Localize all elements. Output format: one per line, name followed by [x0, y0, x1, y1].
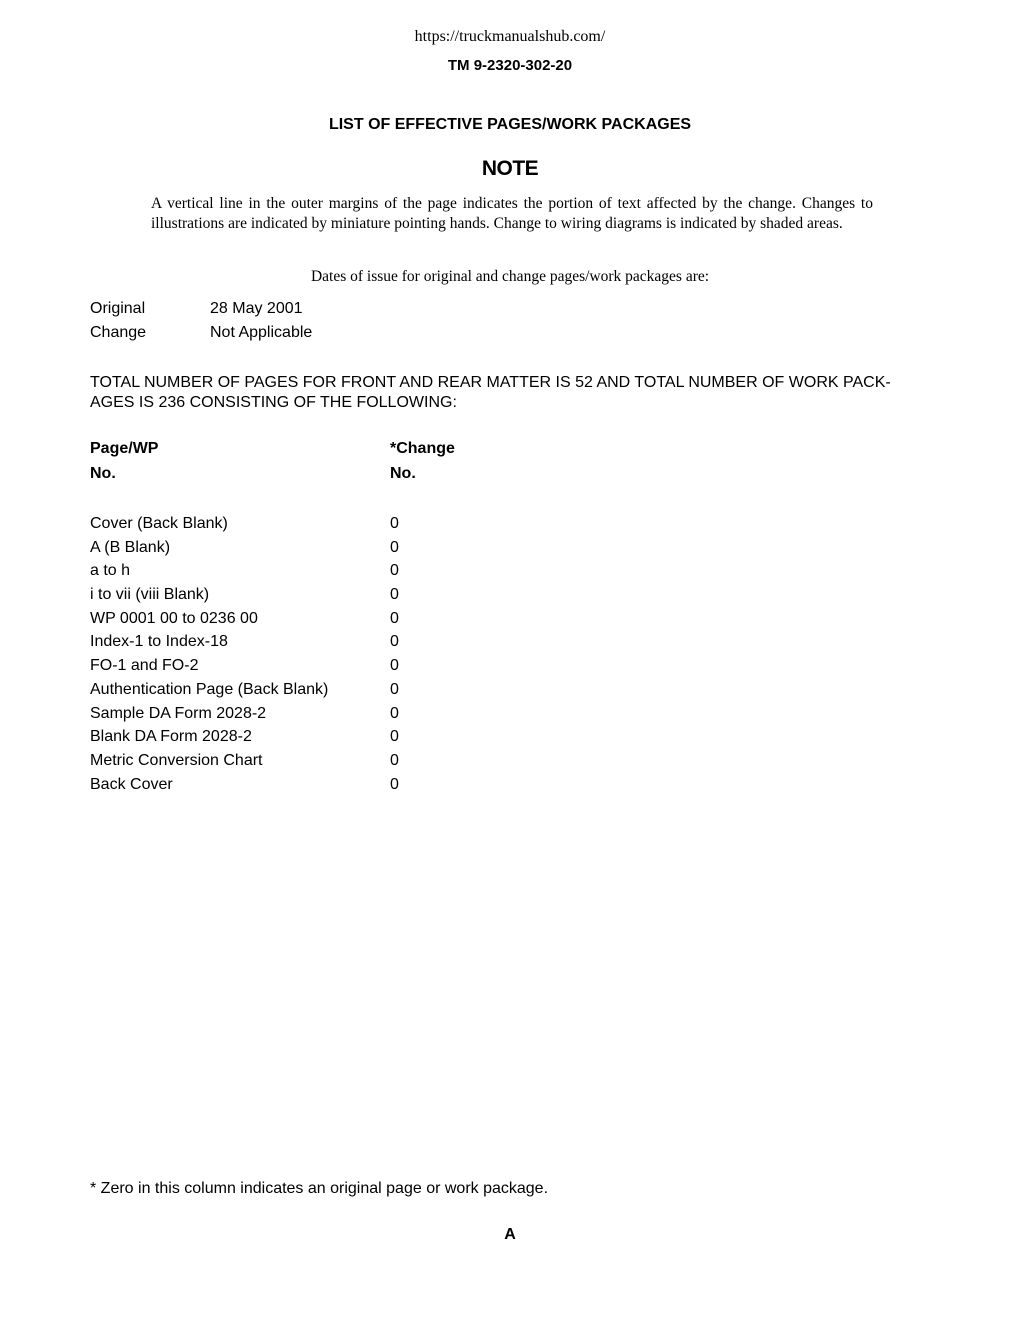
change-cell: 0 [390, 633, 399, 651]
dates-intro: Dates of issue for original and change pages/work packages are: [310, 268, 710, 285]
table-row [90, 725, 399, 749]
page-cell: Back Cover [90, 775, 173, 793]
table-row [90, 678, 399, 702]
change-cell: 0 [390, 657, 399, 675]
header-change: *Change [390, 440, 455, 457]
table-header-line-1 [90, 440, 455, 458]
header-page-no: No. [90, 465, 116, 482]
table-row [90, 536, 399, 560]
change-cell: 0 [390, 680, 399, 698]
change-cell: 0 [390, 728, 399, 746]
source-url: https://truckmanualshub.com/ [414, 28, 606, 45]
change-cell: 0 [390, 515, 399, 532]
table-row [90, 773, 399, 797]
table-row [90, 583, 399, 607]
page-cell: Authentication Page (Back Blank) [90, 680, 329, 698]
issue-row-change [90, 324, 312, 346]
page-cell: FO-1 and FO-2 [90, 657, 199, 675]
page-cell: Blank DA Form 2028-2 [90, 728, 252, 746]
page-cell: Metric Conversion Chart [90, 751, 263, 769]
table-row [90, 702, 399, 726]
page-cell: Cover (Back Blank) [90, 515, 228, 532]
table-row [90, 512, 399, 536]
table-row [90, 654, 399, 678]
tm-number: TM 9-2320-302-20 [447, 57, 573, 74]
change-cell: 0 [390, 609, 399, 627]
header-change-no: No. [390, 465, 416, 482]
page-number: A [504, 1226, 516, 1243]
change-cell: 0 [390, 704, 399, 722]
footnote: * Zero in this column indicates an original page or work package. [90, 1180, 549, 1197]
note-body: A vertical line in the outer margins of the page indicates the portion of text affected by the change. Changes to illustrations are indicated by miniature pointing hands. Change to wiring diagrams is indicated by shaded areas. [151, 195, 873, 232]
effective-pages-table [90, 512, 399, 796]
page-cell: Sample DA Form 2028-2 [90, 704, 267, 722]
table-row [90, 559, 399, 583]
page-cell: a to h [90, 562, 131, 580]
issue-label: Original [90, 300, 146, 317]
table-row [90, 607, 399, 631]
page-cell: A (B Blank) [90, 538, 171, 556]
change-cell: 0 [390, 775, 399, 793]
issue-row-original [90, 300, 303, 322]
change-cell: 0 [390, 538, 399, 556]
issue-label: Change [90, 324, 147, 341]
table-row [90, 749, 399, 773]
table-row [90, 630, 399, 654]
issue-value: 28 May 2001 [210, 300, 303, 317]
change-cell: 0 [390, 562, 399, 580]
table-header-line-2 [90, 465, 416, 483]
page-cell: i to vii (viii Blank) [90, 586, 210, 604]
page-title: LIST OF EFFECTIVE PAGES/WORK PACKAGES [328, 116, 692, 133]
header-page-wp: Page/WP [90, 440, 159, 457]
issue-value: Not Applicable [210, 324, 313, 341]
page-cell: Index-1 to Index-18 [90, 633, 228, 651]
change-cell: 0 [390, 586, 399, 604]
total-pages-statement: TOTAL NUMBER OF PAGES FOR FRONT AND REAR MATTER IS 52 AND TOTAL NUMBER OF WORK PACK-AGES IS 236 CONSISTING OF THE FOLLOWING: [90, 374, 891, 411]
page-cell: WP 0001 00 to 0236 00 [90, 609, 258, 627]
change-cell: 0 [390, 751, 399, 769]
note-heading: NOTE [481, 157, 539, 180]
